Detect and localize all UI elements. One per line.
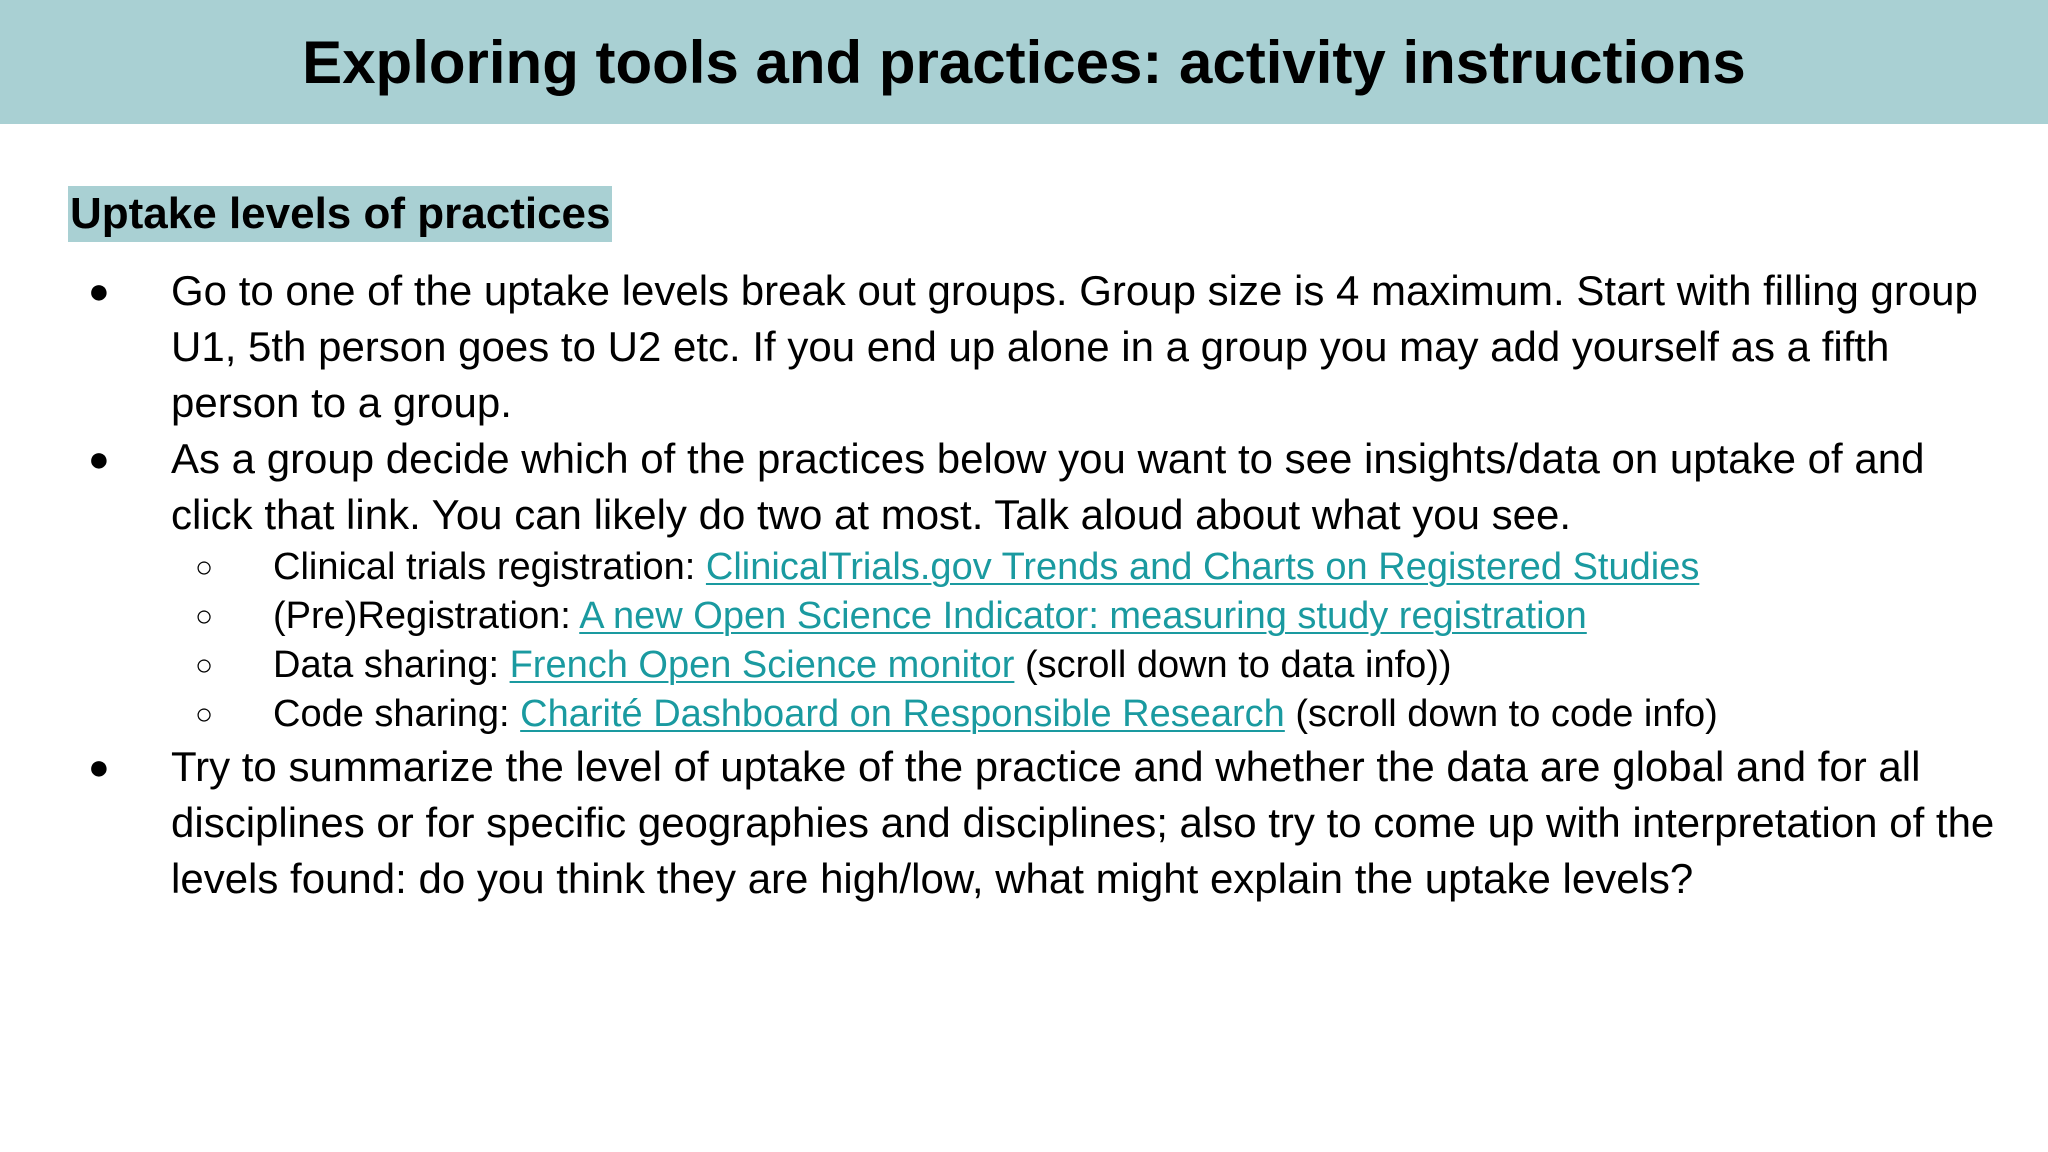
bullet-dot-icon: ● [88,270,110,311]
practice-item [0,690,2048,739]
slide-title: Exploring tools and practices: activity instructions [302,28,1746,96]
section-heading: Uptake levels of practices [68,186,612,242]
bullet-text: Go to one of the uptake levels break out groups. Group size is 4 maximum. Start with filling group U1, 5th person goes to U2 etc. If you end up alone in a group you may add yourself as a fifth person to a group. [171,267,1978,426]
bullet-text: Try to summarize the level of uptake of the practice and whether the data are global and for all disciplines or for specific geographies and disciplines; also try to come up with interpretation of the levels found: do you think they are high/low, what might explain the uptake levels? [171,743,1995,902]
sub-bullet-circle-icon: ○ [195,649,214,682]
bullet-dot-icon: ● [88,438,110,479]
french-open-science-monitor-link[interactable]: French Open Science monitor [509,644,1015,686]
title-bar [0,0,2048,124]
bullet-text: As a group decide which of the practices below you want to see insights/data on uptake of and click that link. You can likely do two at most. Talk aloud about what you see. [171,435,1925,538]
bullet-item [0,739,2048,907]
practice-item [0,641,2048,690]
practice-label: Code sharing: [273,693,521,735]
practice-label: Data sharing: [273,644,510,686]
clinicaltrials-link[interactable]: ClinicalTrials.gov Trends and Charts on Registered Studies [705,546,1700,588]
practice-label: (Pre)Registration: [273,595,580,637]
charite-dashboard-link[interactable]: Charité Dashboard on Responsible Research [520,693,1285,735]
instructions-list [0,263,2048,907]
practice-item [0,543,2048,592]
practice-suffix: (scroll down to code info) [1284,693,1718,735]
sub-bullet-circle-icon: ○ [195,698,214,731]
practice-suffix: (scroll down to data info)) [1014,644,1452,686]
sub-bullet-circle-icon: ○ [195,551,214,584]
bullet-dot-icon: ● [88,746,110,787]
bullet-item [0,431,2048,543]
bullet-item [0,263,2048,431]
sub-bullet-circle-icon: ○ [195,600,214,633]
practice-item [0,592,2048,641]
practices-list [0,543,2048,739]
open-science-indicator-link[interactable]: A new Open Science Indicator: measuring study registration [579,595,1587,637]
practice-label: Clinical trials registration: [273,546,706,588]
